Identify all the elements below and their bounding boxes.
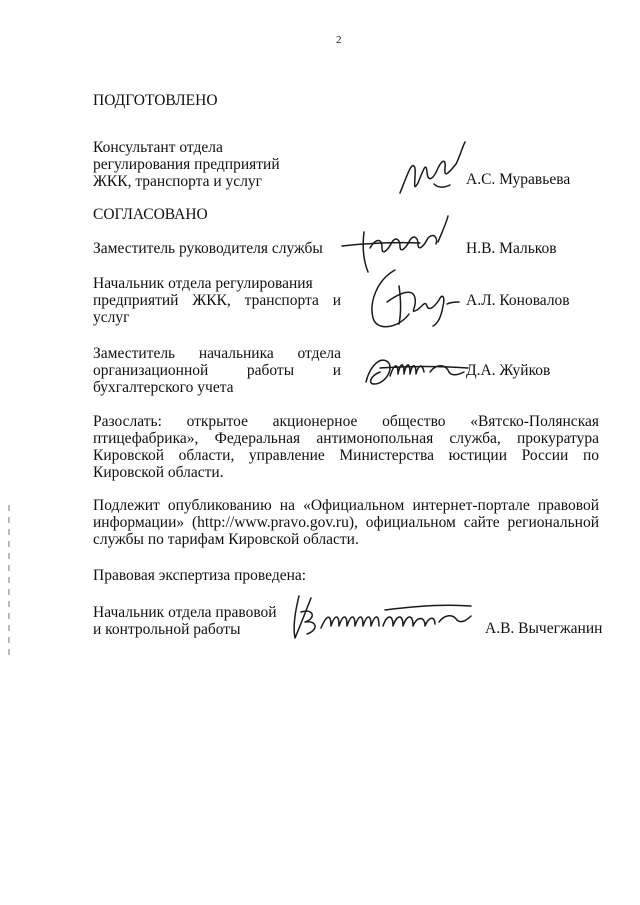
- distribution-line: птицефабрика», Федеральная антимонопольная служба, прокуратура: [93, 430, 599, 447]
- signature-muravyeva: [390, 138, 470, 208]
- position-line: Начальник отдела регулирования: [93, 275, 313, 292]
- publication-line: Подлежит опубликованию на «Официальном интернет-портале правовой: [93, 497, 599, 514]
- signatory-position: [93, 345, 341, 396]
- signature-vychegzhanin: [285, 588, 475, 648]
- position-line: ЖКК, транспорта и услуг: [93, 173, 263, 190]
- position-line: регулирования предприятий: [93, 156, 280, 173]
- prepared-name: А.С. Муравьева: [466, 171, 571, 188]
- legal-review-name: А.В. Вычегжанин: [485, 620, 603, 637]
- position-line: Заместитель руководителя службы: [93, 240, 323, 257]
- legal-review-statement: Правовая экспертиза проведена:: [93, 567, 307, 584]
- page-number: 2: [336, 34, 342, 46]
- position-line: и контрольной работы: [93, 621, 241, 638]
- distribution-list: [93, 413, 599, 481]
- position-line: организационной работы и: [93, 362, 341, 379]
- signatory-position: [93, 240, 353, 257]
- distribution-line: Кировской области.: [93, 464, 224, 481]
- publication-line: информации» (http://www.pravo.gov.ru), официальном сайте региональной: [93, 514, 599, 531]
- position-line: предприятий ЖКК, транспорта и: [93, 292, 341, 309]
- position-line: услуг: [93, 309, 130, 326]
- prepared-position: [93, 139, 293, 190]
- signatory-name: А.Л. Коновалов: [466, 292, 570, 309]
- signatory-name: Д.А. Жуйков: [466, 362, 551, 379]
- signature-konovalov: [365, 262, 465, 342]
- prepared-heading: ПОДГОТОВЛЕНО: [93, 92, 218, 109]
- position-line: Заместитель начальника отдела: [93, 345, 341, 362]
- position-line: Консультант отдела: [93, 139, 223, 156]
- signatory-position: [93, 275, 341, 326]
- legal-review-position: [93, 604, 293, 638]
- position-line: Начальник отдела правовой: [93, 604, 277, 621]
- distribution-line: Кировской области, управление Министерства юстиции России по: [93, 447, 599, 464]
- signature-zhuykov: [360, 346, 470, 396]
- distribution-line: Разослать: открытое акционерное общество «Вятско-Полянская: [93, 413, 599, 430]
- publication-line: службы по тарифам Кировской области.: [93, 531, 359, 548]
- signatory-name: Н.В. Мальков: [466, 240, 557, 257]
- position-line: бухгалтерского учета: [93, 379, 234, 396]
- scan-margin-marks: [8, 505, 10, 655]
- agreed-heading: СОГЛАСОВАНО: [93, 206, 208, 223]
- publication-note: [93, 497, 599, 548]
